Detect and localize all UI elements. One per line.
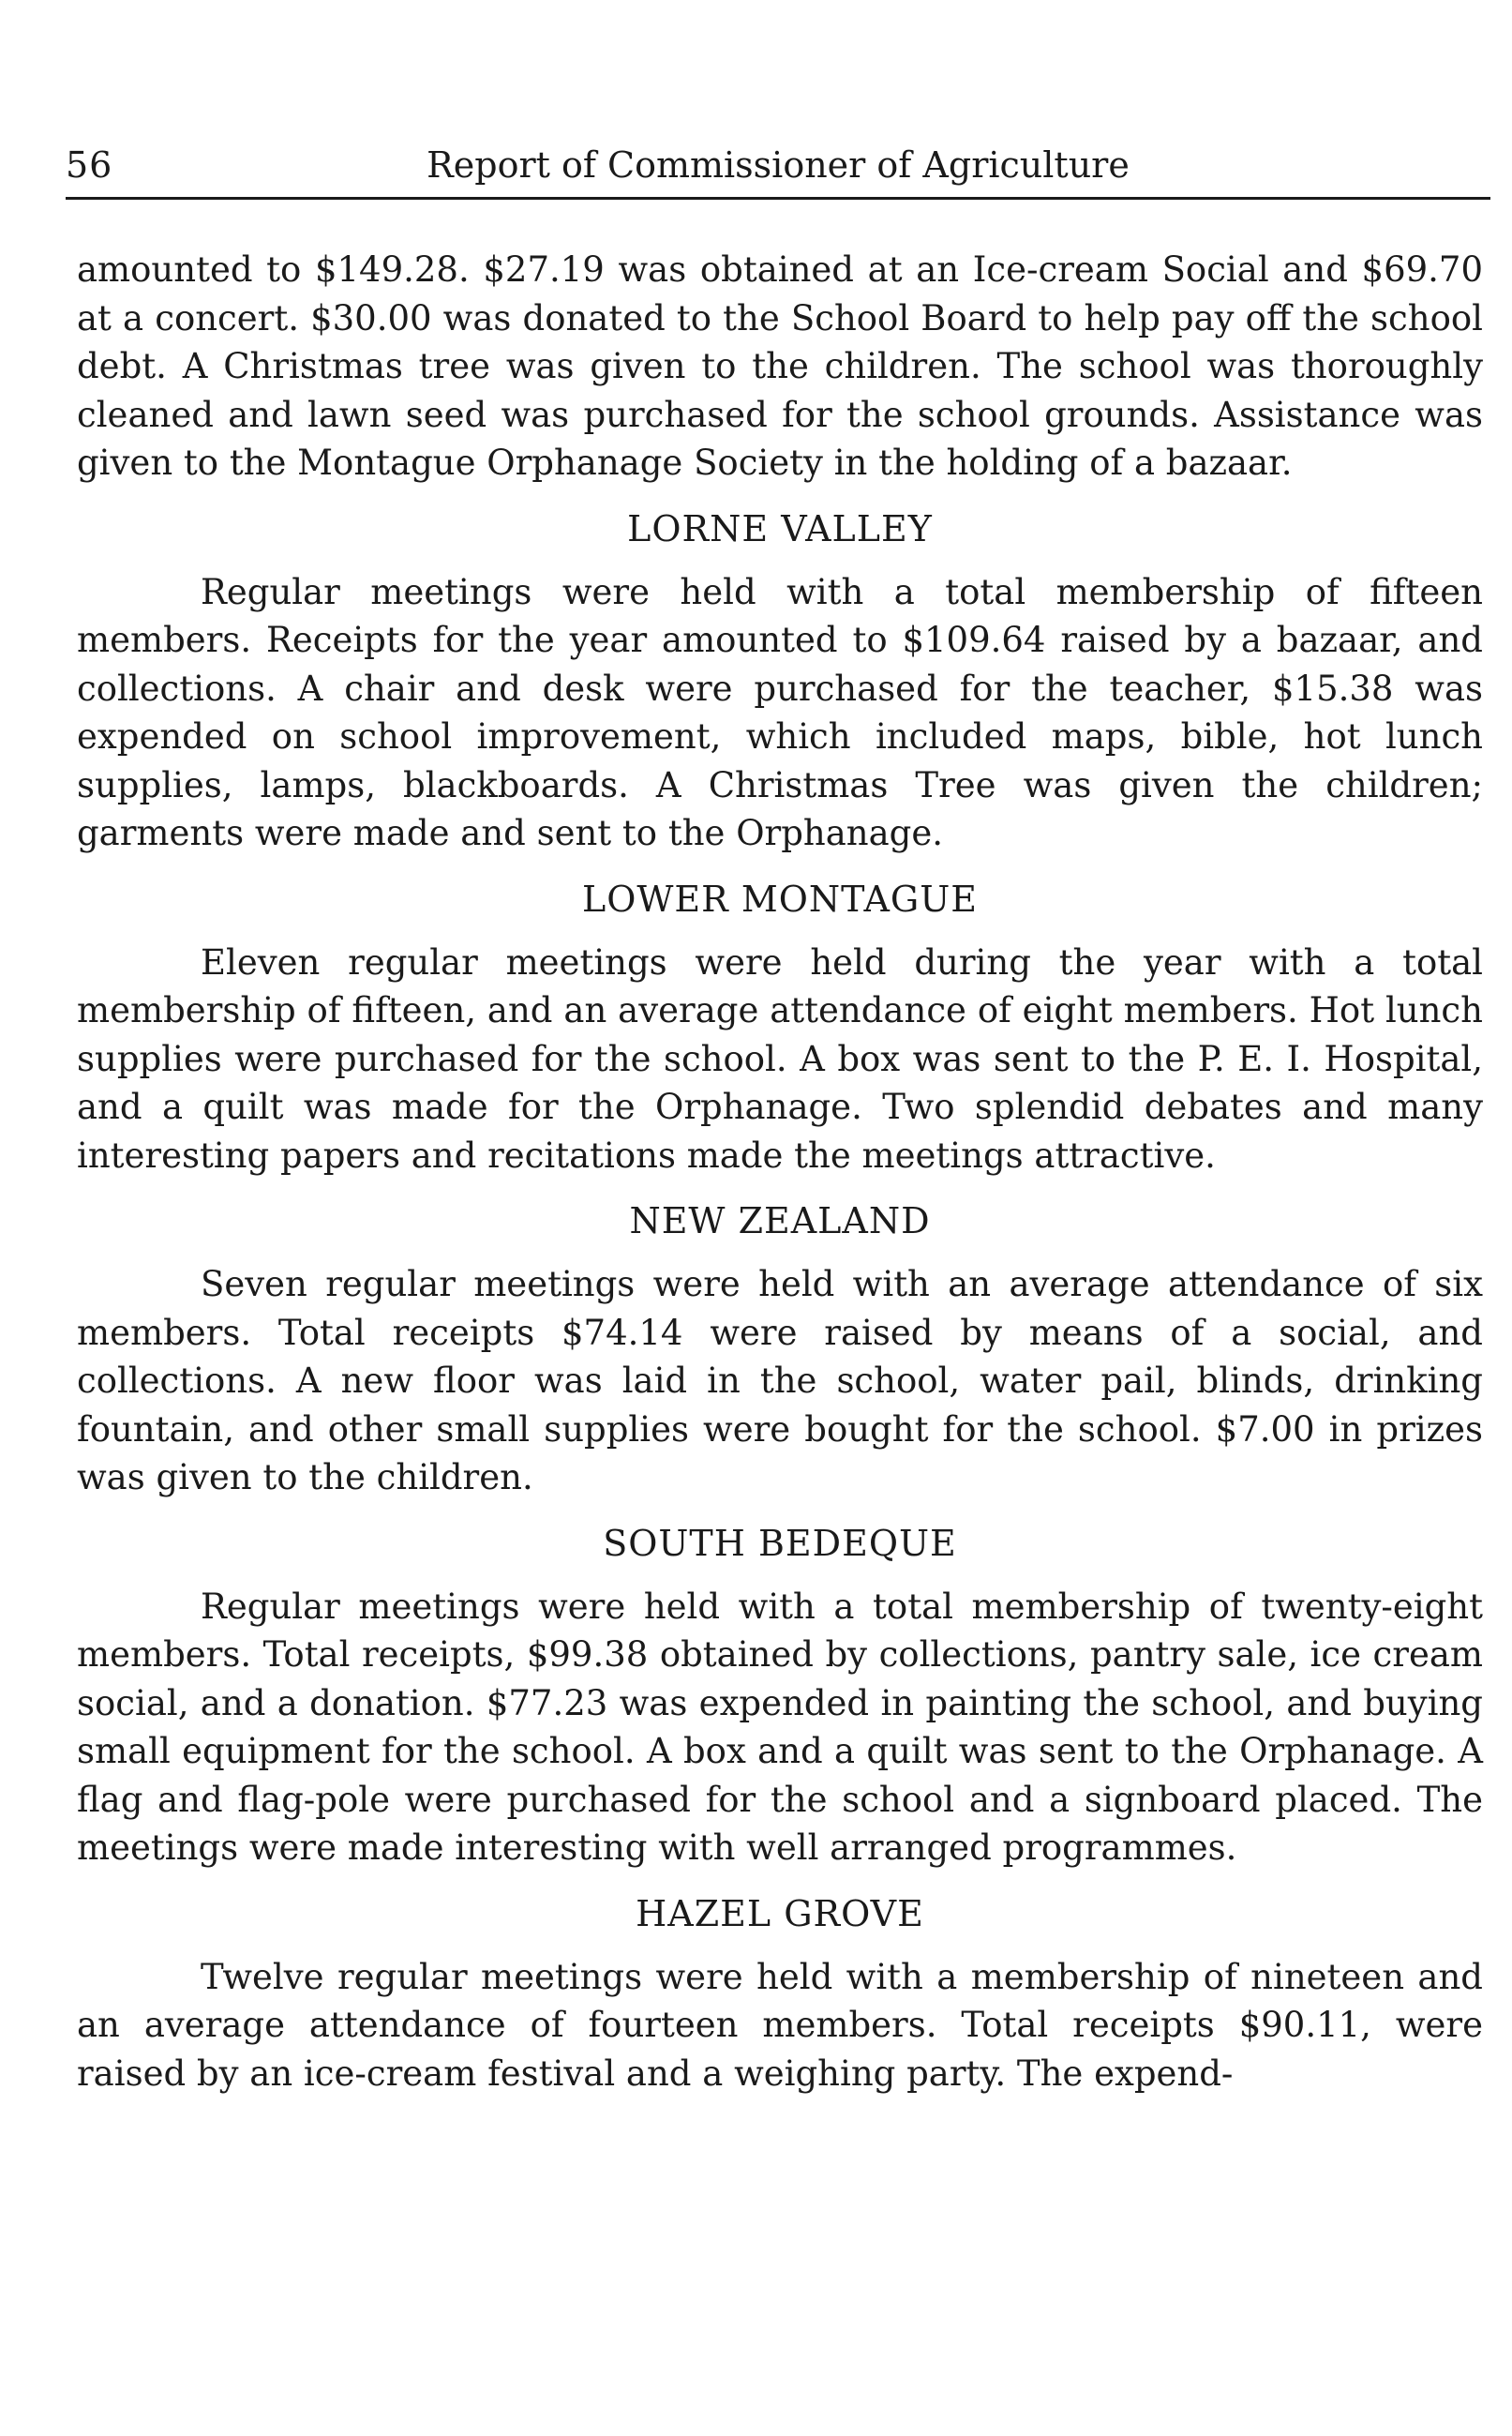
paragraph-hazel-grove: Twelve regular meetings were held with a membership of nineteen and an average attendance of fourteen members. Total receipts $90.11, were raised by an ice-cream festival and a weighing party. The expend- [77, 1956, 1483, 2094]
paragraph-new-zealand: Seven regular meetings were held with an average attendance of six members. Total receipts $74.14 were raised by means of a social, and collections. A new floor was laid in the school, water pail, blinds, drinking fountain, and other small supplies were bought for the school. $7.00 in prizes was given to the children. [77, 1264, 1483, 1497]
paragraph-continued: amounted to $149.28. $27.19 was obtained at an Ice-cream Social and $69.70 at a concert. $30.00 was donated to the School Board to help pay off the school debt. A Christmas tree was given to the children. The school was thoroughly cleaned and lawn seed was purchased for the school grounds. Assistance was given to the Montague Orphanage Society in the holding of a bazaar. [77, 249, 1483, 483]
body-text [77, 246, 1483, 2098]
section-heading-lower-montague: LOWER MONTAGUE [581, 878, 979, 920]
paragraph-lower-montague: Eleven regular meetings were held during the year with a total membership of fifteen, and an average attendance of eight members. Hot lunch supplies were purchased for the school. A box was sent to the P. E. I. Hospital, and a quilt was made for the Orphanage. Two splendid debates and many interesting papers and recitations made the meetings attractive. [77, 941, 1483, 1176]
paragraph-south-bedeque: Regular meetings were held with a total membership of twenty-eight members. Total receipts, $99.38 obtained by collections, pantry sale, ice cream social, and a donation. $77.23 was expended in painting the school, and buying small equipment for the school. A box and a quilt was sent to the Orphanage. A flag and flag-pole were purchased for the school and a signboard placed. The meetings were made interesting with well arranged programmes. [77, 1586, 1483, 1868]
running-title: Report of Commissioner of Agriculture [427, 144, 1130, 186]
section-heading-lorne-valley: LORNE VALLEY [627, 507, 933, 549]
section-heading-south-bedeque: SOUTH BEDEQUE [603, 1522, 957, 1564]
section-heading-new-zealand: NEW ZEALAND [629, 1200, 931, 1241]
paragraph-lorne-valley: Regular meetings were held with a total membership of fifteen members. Receipts for the year amounted to $109.64 raised by a bazaar, and collections. A chair and desk were purchased for the teacher, $15.38 was expended on school improvement, which included maps, bible, hot lunch supplies, lamps, blackboards. A Christmas Tree was given the children; garments were made and sent to the Orphanage. [77, 571, 1483, 853]
running-header [66, 137, 1490, 200]
section-heading-hazel-grove: HAZEL GROVE [636, 1892, 924, 1934]
page-number: 56 [66, 144, 113, 186]
